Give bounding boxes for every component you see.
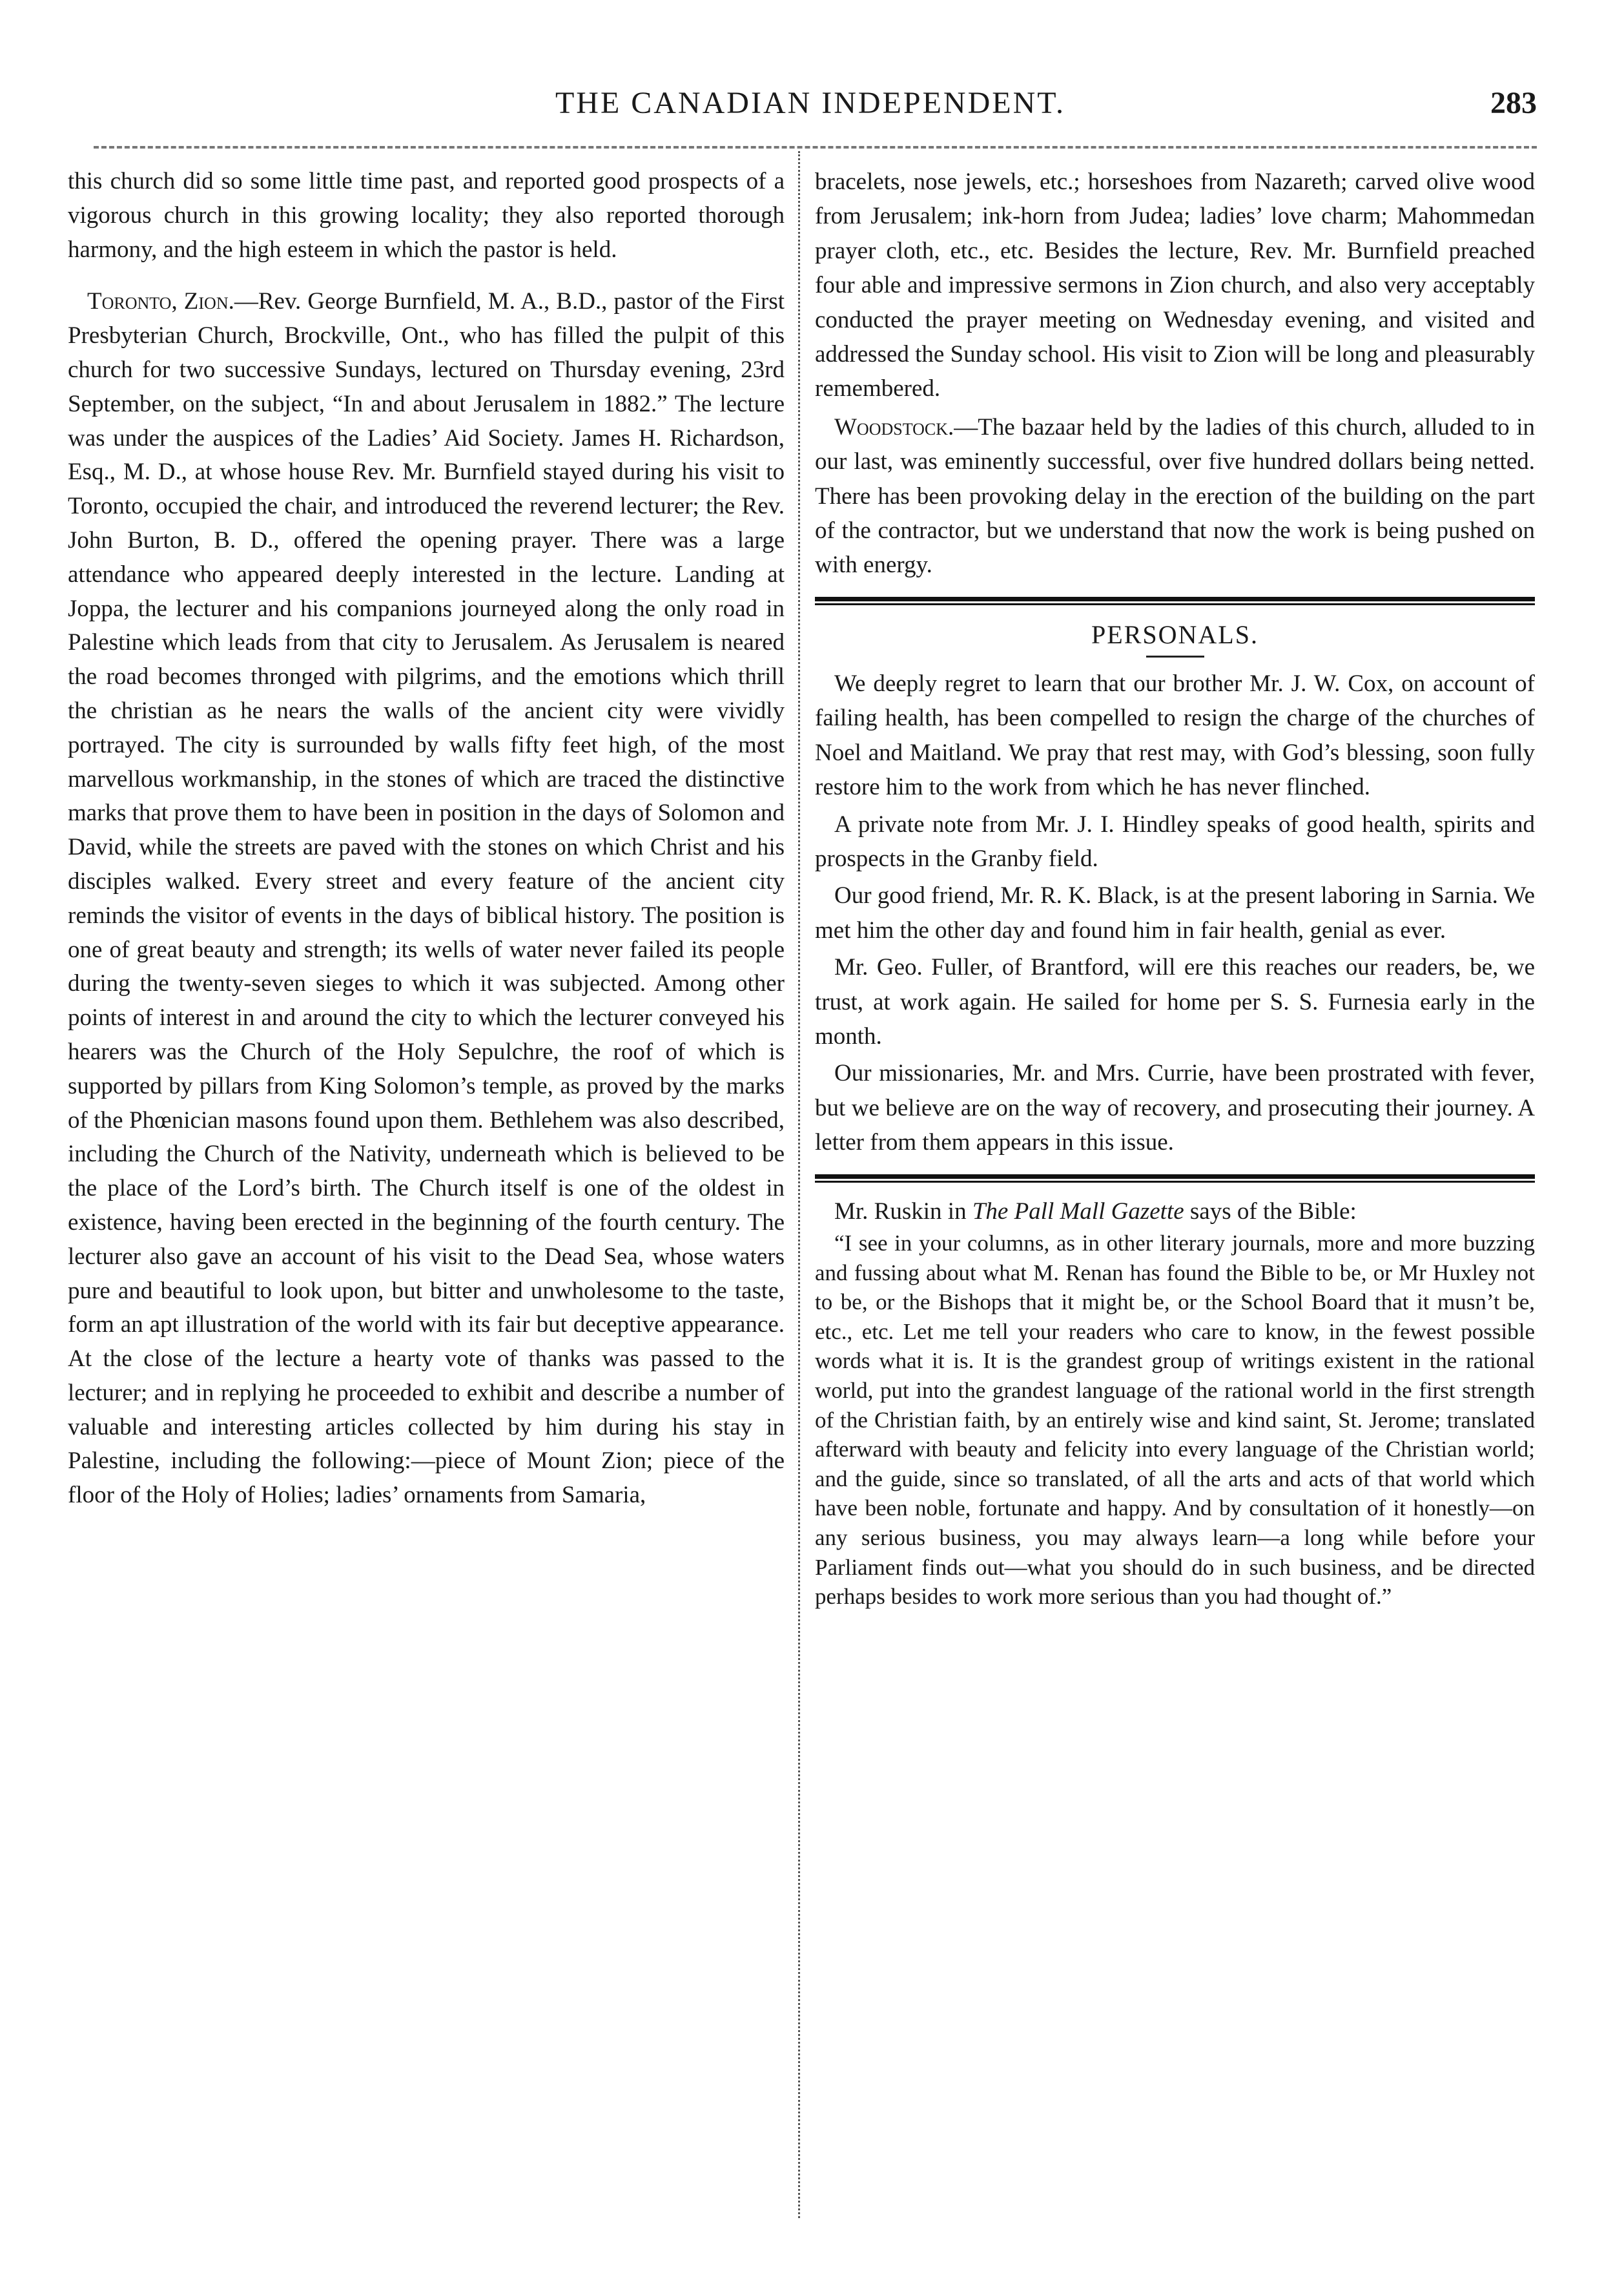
woodstock-body: —The bazaar held by the ladies of this church, alluded to in our last, was eminently successful, over five hundred dollars being netted. There has been provoking delay in the erection of the building on the part of the contractor, but we understand that now the work is being pushed on with energy. (815, 413, 1535, 579)
ruskin-intro (815, 1194, 1535, 1229)
left-column (68, 165, 785, 1513)
ruskin-intro-text: says of the Bible: (1184, 1198, 1357, 1225)
personal-item: A private note from Mr. J. I. Hindley speaks of good health, spirits and prospects in the Granby field. (815, 811, 1535, 872)
column-divider (798, 151, 800, 2218)
woodstock-paragraph (815, 410, 1535, 583)
ruskin-quote: “I see in your columns, as in other literary journals, more and more buzzing and fussing about what M. Renan has found the Bible to be, or Mr Huxley not to be, or the Bishops that it might be, or the School Board that it musn’t be, etc., etc. Let me tell your readers who care to know, in the fewest possible words what it is. It is the grandest group of writings existent in the rational world, put into the grandest language of the rational world in the first strength of the Christian faith, by an entirely wise and kind saint, St. Jerome; translated afterward with beauty and felicity into every language of the Christian world; and the guide, since so translated, of all the arts and acts of that world which have been noble, fortunate and happy. And by consultation of it honestly—on any serious business, you may always learn—a long while before your Parliament finds out—what you should do in such business, and be directed perhaps besides to work more serious than you had thought of.” (815, 1230, 1535, 1610)
header-rule (94, 146, 1537, 149)
woodstock-heading: Woodstock. (834, 413, 954, 441)
toronto-zion-body: —Rev. George Burnfield, M. A., B.D., pastor of the First Presbyterian Church, Brockville, Ont., who has filled the pulpit of this church for two successive Sundays, lectured on Thursday evening, 23rd September, on the subject, “In and about Jerusalem in 1882.” The lecture was under the auspices of the Ladies’ Aid Society. James H. Richardson, Esq., M. D., at whose house Rev. Mr. Burnfield stayed during his visit to Toronto, occupied the chair, and introduced the reverend lecturer; the Rev. John Burton, B. D., offered the opening prayer. There was a large attendance who appeared deeply interested in the lecture. Landing at Joppa, the lecturer and his companions journeyed along the only road in Palestine which leads from that city to Jerusalem. As Jerusalem is neared the road becomes thronged with pilgrims, and the emotions which thrill the christian as he nears the walls of the ancient city were vividly portrayed. The city is surrounded by walls fifty feet high, of the most marvellous workmanship, in the stones of which are traced the distinctive marks that prove them to have been in position in the days of Solomon and David, while the streets are paved with the stones on which Christ and his disciples walked. Every street and every feature of the ancient city reminds the visitor of events in the days of biblical history. The position is one of great beauty and strength; its wells of water never failed its people during the twenty-seven sieges to which it was subjected. Among other points of interest in and around the city to which the lecturer conveyed his hearers was the Church of the Holy Sepulchre, the roof of which is supported by pillars from King Solomon’s temple, as proved by the marks of the Phœnician masons found upon them. Bethlehem was also described, including the Church of the Nativity, underneath which is believed to be the place of the Lord’s birth. The Church itself is one of the oldest in existence, having been erected in the beginning of the fourth century. The lecturer also gave an account of his visit to the Dead Sea, whose waters pure and beautiful to look upon, but bitter and unwholesome to the taste, form an apt illustration of the world with its fair but deceptive appearance. At the close of the lecture a hearty vote of thanks was passed to the lecturer; and in replying he proceeded to exhibit and describe a number of valuable and interesting articles collected by him during his stay in Palestine, including the following:—piece of Mount Zion; piece of the floor of the Holy of Holies; ladies’ ornaments from Samaria, (68, 288, 785, 1509)
right-column (815, 165, 1535, 1612)
ruskin-source: The Pall Mall Gazette (972, 1198, 1184, 1225)
personal-item: Mr. Geo. Fuller, of Brantford, will ere this reaches our readers, be, we trust, at work again. He sailed for home per S. S. Furnesia early in the month. (815, 954, 1535, 1050)
personal-item: Our missionaries, Mr. and Mrs. Currie, have been prostrated with fever, but we believe are on the way of recovery, and prosecuting their journey. A letter from them appears in this issue. (815, 1060, 1535, 1156)
publication-title: THE CANADIAN INDEPENDENT. (555, 86, 1065, 120)
running-head (84, 83, 1537, 124)
section-divider (815, 597, 1535, 605)
toronto-zion-heading: Toronto, Zion. (87, 288, 234, 315)
toronto-zion-paragraph (68, 285, 785, 1513)
personals-heading: PERSONALS. (1091, 619, 1259, 649)
heading-underline (1146, 656, 1204, 658)
continuation-paragraph: this church did so some little time past, and reported good prospects of a vigorous church in this growing locality; they also reported thorough harmony, and the high esteem in which the pastor is held. (68, 168, 785, 263)
personal-item: We deeply regret to learn that our brother Mr. J. W. Cox, on account of failing health, has been compelled to resign the charge of the churches of Noel and Maitland. We pray that rest may, with God’s blessing, soon fully restore him to the work from which he has never flinched. (815, 670, 1535, 801)
section-divider (815, 1174, 1535, 1183)
personal-item: Our good friend, Mr. R. K. Black, is at the present laboring in Sarnia. We met him the other day and found him in fair health, genial as ever. (815, 882, 1535, 944)
ruskin-intro-text: Mr. Ruskin in (834, 1198, 972, 1225)
lecture-continuation-paragraph: bracelets, nose jewels, etc.; horseshoes from Nazareth; carved olive wood from Jerusalem; ink-horn from Judea; ladies’ love charm; Mahommedan prayer cloth, etc., etc. Besides the lecture, Rev. Mr. Burnfield preached four able and impressive sermons in Zion church, and also very acceptably conducted the prayer meeting on Wednesday evening, and visited and addressed the Sunday school. His visit to Zion will be long and pleasurably remembered. (815, 169, 1535, 402)
page-number: 283 (1490, 86, 1537, 120)
